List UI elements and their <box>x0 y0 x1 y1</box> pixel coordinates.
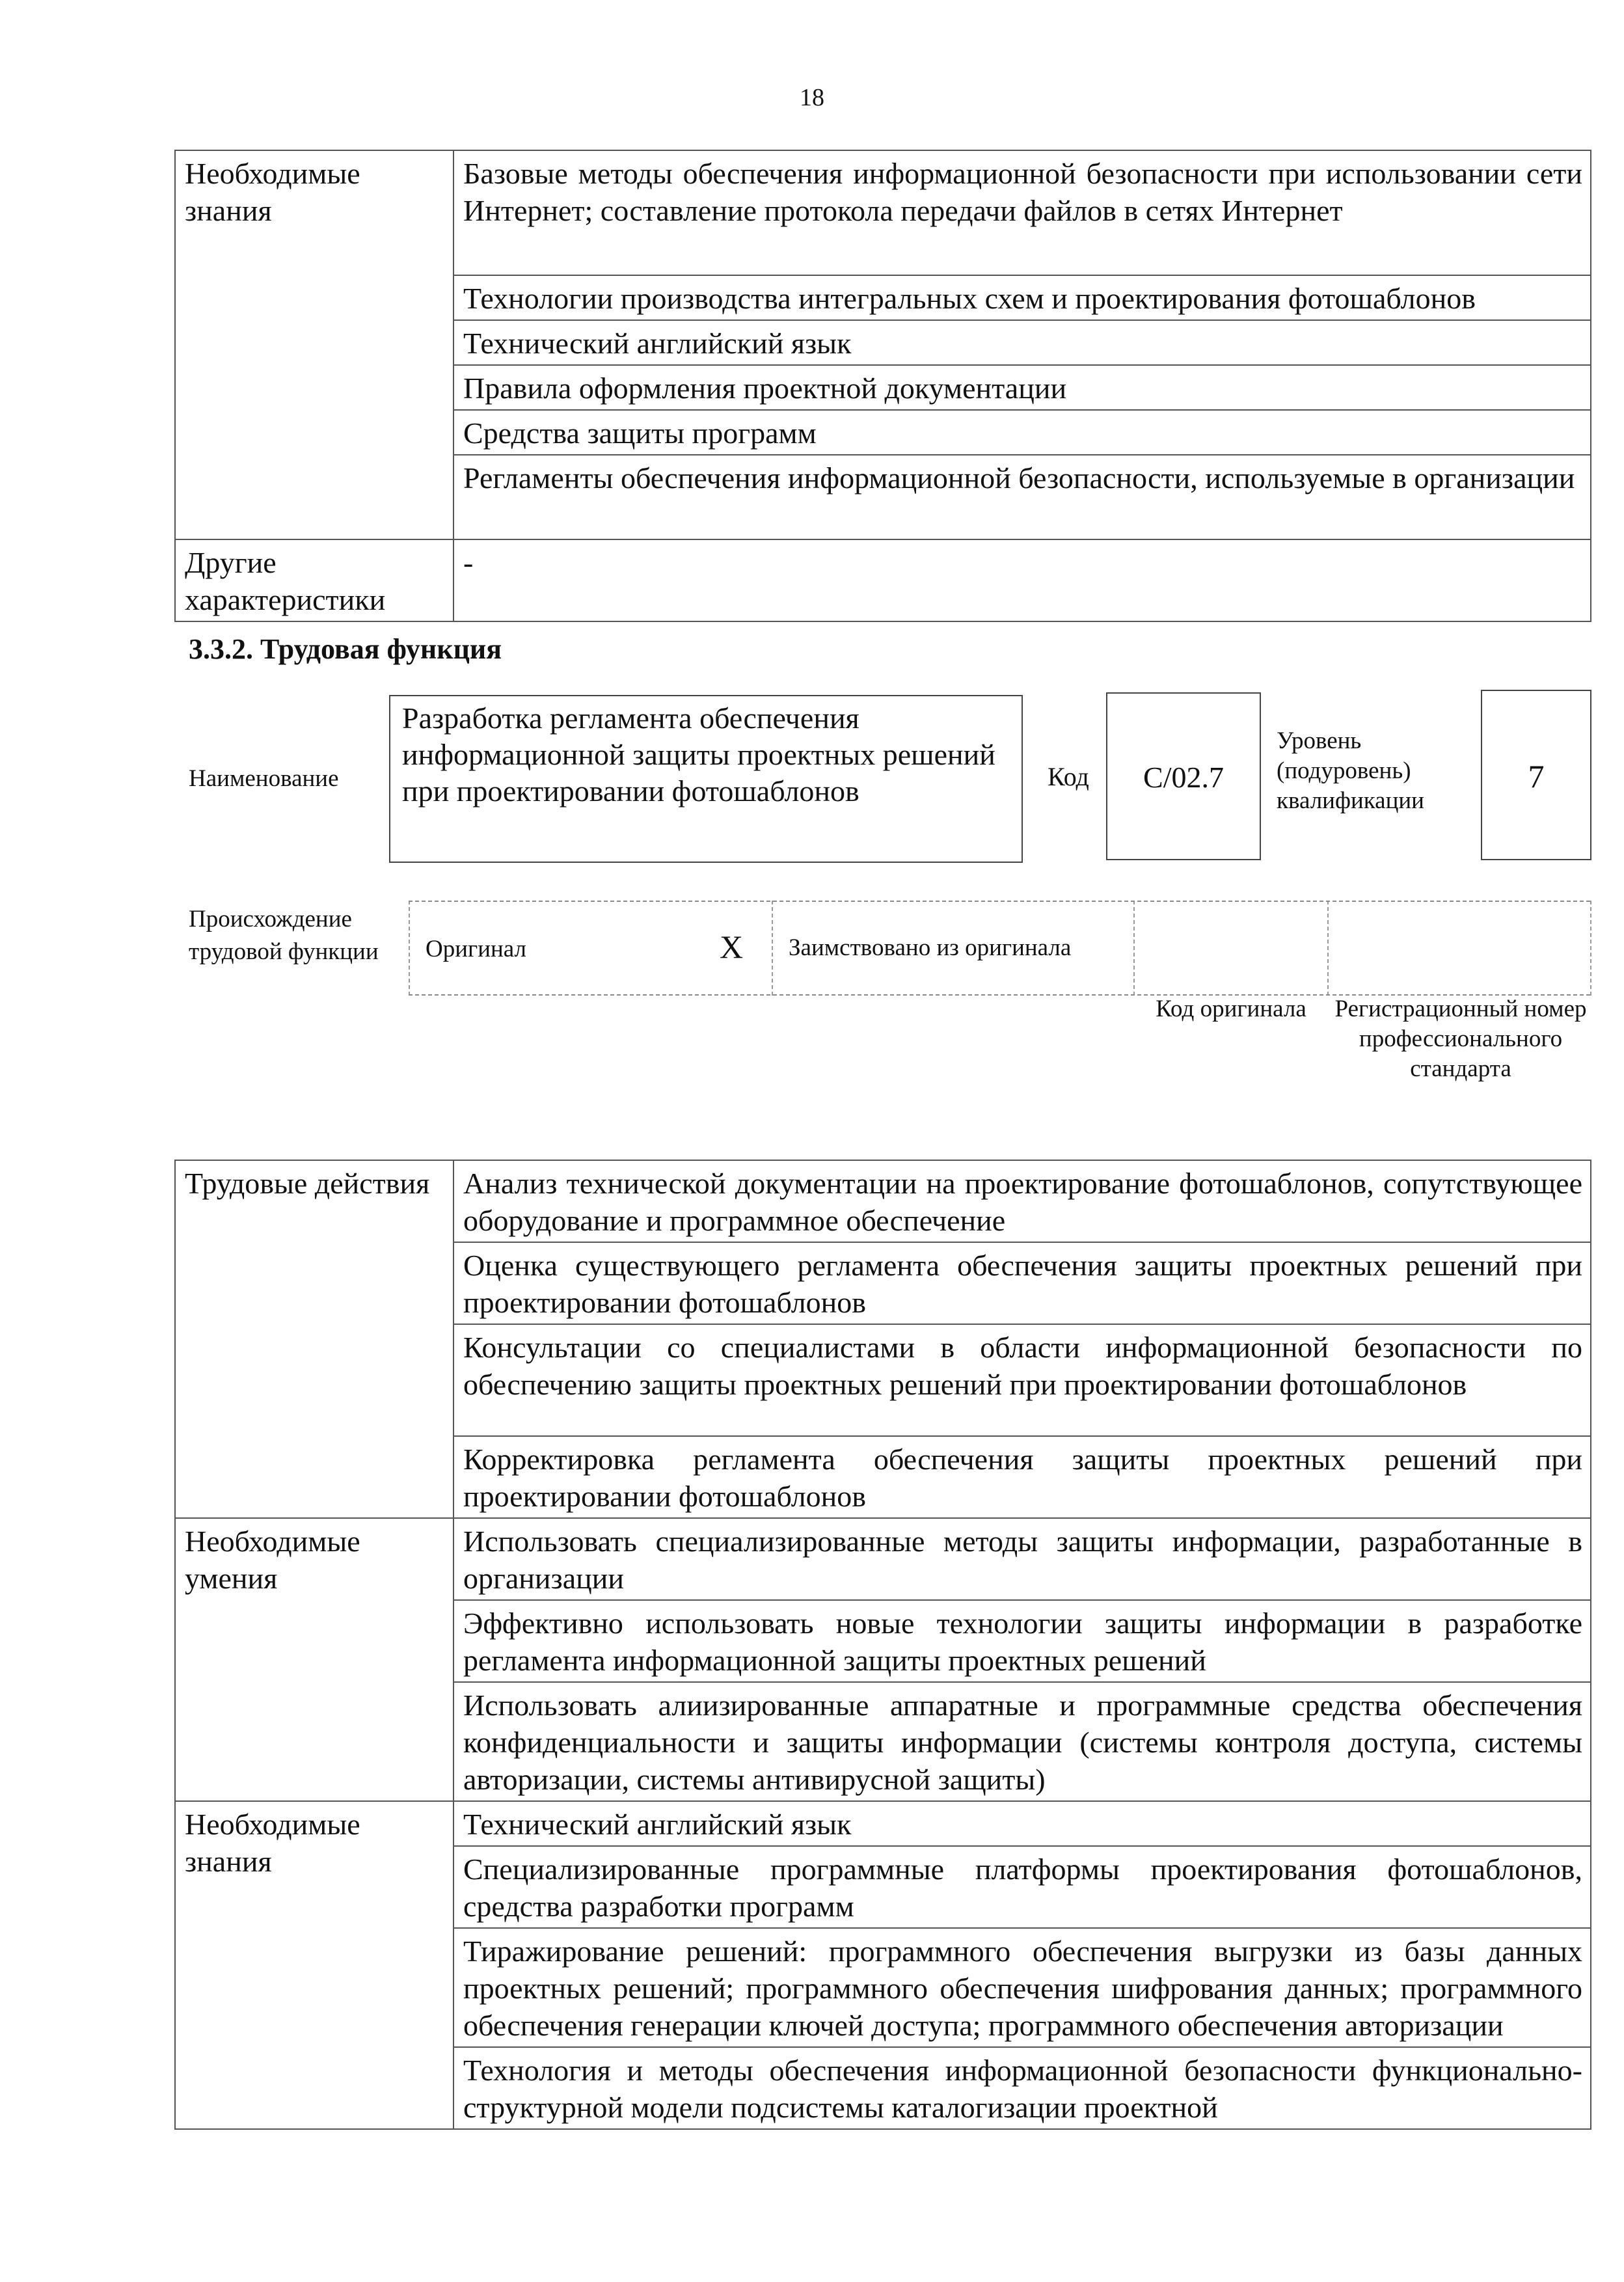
row-label: Необходимые умения <box>175 1518 453 1801</box>
list-item: Технический английский язык <box>453 1801 1591 1846</box>
list-item: Технический английский язык <box>453 320 1591 365</box>
table-row <box>175 1801 1591 1846</box>
code-label: Код <box>1048 762 1089 791</box>
list-item: Консультации со специалистами в области информационной безопасности по обеспечению защиты проектных решений при проектировании фотошаблонов <box>453 1324 1591 1436</box>
name-label: Наименование <box>189 765 339 792</box>
level-box <box>1481 690 1591 860</box>
list-item: Правила оформления проектной документации <box>453 365 1591 410</box>
list-item: - <box>453 539 1591 621</box>
level-value: 7 <box>1528 758 1545 795</box>
table-row <box>175 1160 1591 1242</box>
knowledge-table-1 <box>174 150 1591 622</box>
list-item: Корректировка регламента обеспечения защиты проектных решений при проектировании фотошаблонов <box>453 1436 1591 1518</box>
borrowed-label: Заимствовано из оригинала <box>789 934 1072 961</box>
list-item: Использовать алиизированные аппаратные и программные средства обеспечения конфиденциальности и защиты информации (системы контроля доступа, системы авторизации, системы антивирусной защиты) <box>453 1682 1591 1801</box>
row-label: Необходимые знания <box>175 150 453 539</box>
origin-label: Происхождение трудовой функции <box>189 906 379 965</box>
registration-number-caption: Регистрационный номер профессионального стандарта <box>1334 996 1587 1082</box>
table-row <box>175 1518 1591 1600</box>
code-box <box>1106 692 1261 860</box>
list-item: Средства защиты программ <box>453 410 1591 455</box>
list-item: Тиражирование решений: программного обеспечения выгрузки из базы данных проектных решений; программного обеспечения шифрования данных; программного обеспечения генерации ключей доступа; программного обеспечения авторизации <box>453 1928 1591 2047</box>
level-label: Уровень (подуровень) квалификации <box>1277 727 1424 814</box>
list-item: Базовые методы обеспечения информационной безопасности при использовании сети Интернет; составление протокола передачи файлов в сетях Интернет <box>453 150 1591 275</box>
list-item: Технологии производства интегральных схем и проектирования фотошаблонов <box>453 275 1591 320</box>
function-name: Разработка регламента обеспечения информационной защиты проектных решений при проектировании фотошаблонов <box>402 701 995 808</box>
list-item: Оценка существующего регламента обеспечения защиты проектных решений при проектировании фотошаблонов <box>453 1242 1591 1324</box>
code-value: С/02.7 <box>1143 761 1224 794</box>
page-number: 18 <box>800 84 824 111</box>
function-name-box <box>389 695 1023 863</box>
table-row <box>175 150 1591 275</box>
list-item: Специализированные программные платформы проектирования фотошаблонов, средства разработки программ <box>453 1846 1591 1928</box>
table-row <box>175 539 1591 621</box>
section-title: 3.3.2. Трудовая функция <box>189 633 502 665</box>
original-mark: Х <box>720 929 744 965</box>
list-item: Анализ технической документации на проектирование фотошаблонов, сопутствующее оборудование и программное обеспечение <box>453 1160 1591 1242</box>
labor-function-table <box>174 1160 1591 2130</box>
row-label: Другие характеристики <box>175 539 453 621</box>
original-label: Оригинал <box>426 936 527 962</box>
row-label: Необходимые знания <box>175 1801 453 2129</box>
row-label: Трудовые действия <box>175 1160 453 1518</box>
list-item: Использовать специализированные методы защиты информации, разработанные в организации <box>453 1518 1591 1600</box>
list-item: Регламенты обеспечения информационной безопасности, используемые в организации <box>453 455 1591 539</box>
list-item: Технология и методы обеспечения информационной безопасности функционально-структурной модели подсистемы каталогизации проектной <box>453 2047 1591 2129</box>
original-code-caption: Код оригинала <box>1156 996 1306 1022</box>
list-item: Эффективно использовать новые технологии защиты информации в разработке регламента информационной защиты проектных решений <box>453 1600 1591 1682</box>
